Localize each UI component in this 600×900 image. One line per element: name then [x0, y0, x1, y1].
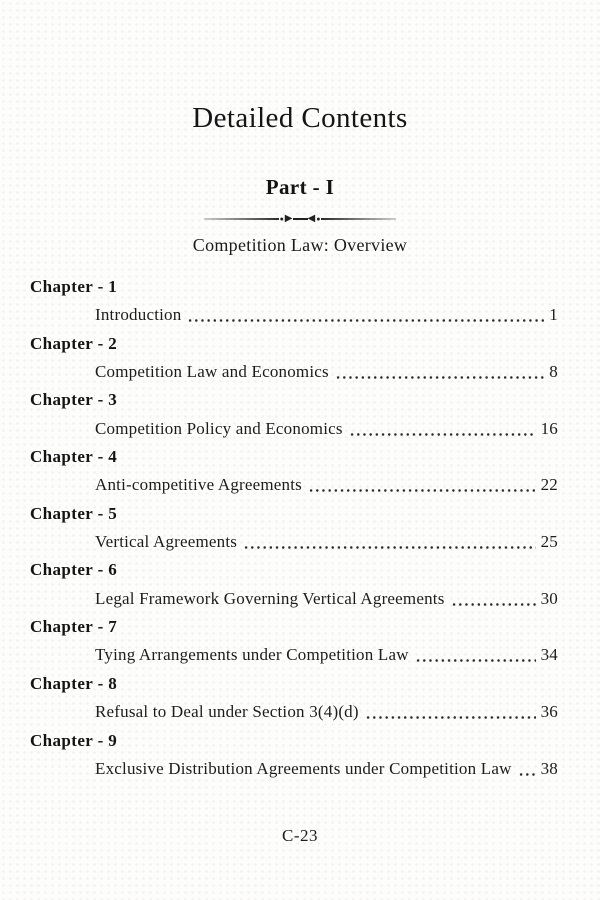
entry-title: Refusal to Deal under Section 3(4)(d) — [95, 702, 359, 722]
entry-page-number: 1 — [549, 305, 558, 325]
dot-leader — [365, 698, 536, 726]
toc-entry — [0, 301, 600, 329]
entry-page-number: 30 — [540, 588, 558, 608]
toc-entry — [0, 415, 600, 443]
entry-title: Legal Framework Governing Vertical Agreements — [95, 588, 445, 608]
page-title: Detailed Contents — [192, 102, 408, 134]
dot-leader — [335, 358, 544, 386]
entry-title: Exclusive Distribution Agreements under Competition Law — [95, 758, 512, 778]
chapter-heading-label: Chapter - 8 — [30, 673, 118, 693]
chapter-heading-label: Chapter - 4 — [30, 447, 118, 467]
toc-entry — [0, 471, 600, 499]
entry-title: Tying Arrangements under Competition Law — [95, 645, 409, 665]
chapter-heading — [0, 556, 600, 584]
arrow-right-icon: ▶ — [284, 213, 293, 224]
toc-entry — [0, 528, 600, 556]
chapter-heading — [0, 273, 600, 301]
divider-dot-icon: ● — [279, 214, 284, 223]
chapter-heading-label: Chapter - 7 — [30, 617, 118, 637]
toc-entry — [0, 585, 600, 613]
entry-title: Competition Policy and Economics — [95, 418, 343, 438]
section-title: Competition Law: Overview — [192, 235, 408, 255]
dot-leader — [349, 415, 536, 443]
dot-leader — [187, 301, 544, 329]
arrow-left-icon: ◀ — [307, 213, 316, 224]
chapter-heading — [0, 330, 600, 358]
chapter-heading — [0, 443, 600, 471]
part-label: Part - I — [265, 175, 335, 199]
entry-title: Competition Law and Economics — [95, 362, 329, 382]
dot-leader — [451, 585, 536, 613]
toc-entry — [0, 698, 600, 726]
chapter-heading — [0, 727, 600, 755]
entry-page-number: 38 — [540, 758, 558, 778]
entry-title: Introduction — [95, 305, 182, 325]
chapter-heading — [0, 613, 600, 641]
entry-title: Anti-competitive Agreements — [95, 475, 302, 495]
chapter-heading-label: Chapter - 2 — [30, 333, 118, 353]
toc-entry — [0, 755, 600, 783]
divider-line-right — [321, 218, 396, 219]
chapter-heading-label: Chapter - 1 — [30, 277, 118, 296]
ornamental-divider — [204, 212, 396, 226]
entry-page-number: 25 — [540, 532, 558, 552]
chapter-heading-label: Chapter - 9 — [30, 730, 118, 750]
chapter-heading-label: Chapter - 5 — [30, 503, 118, 523]
entry-page-number: 36 — [540, 702, 558, 722]
chapter-heading-label: Chapter - 6 — [30, 560, 118, 580]
toc-entry — [0, 641, 600, 669]
dot-leader — [415, 641, 536, 669]
divider-dot-icon: ● — [316, 214, 321, 223]
dot-leader — [518, 755, 536, 783]
toc-entry — [0, 358, 600, 386]
divider-line-left — [204, 218, 279, 219]
chapter-heading — [0, 386, 600, 414]
page-number-footer: C-23 — [282, 826, 318, 845]
entry-page-number: 34 — [540, 645, 558, 665]
chapter-heading-label: Chapter - 3 — [30, 390, 118, 410]
entry-title: Vertical Agreements — [95, 532, 238, 552]
dot-leader — [243, 528, 535, 556]
entry-page-number: 16 — [540, 418, 558, 438]
table-of-contents — [0, 273, 600, 783]
entry-page-number: 22 — [540, 475, 558, 495]
dot-leader — [308, 471, 536, 499]
divider-line-middle — [293, 218, 308, 219]
chapter-heading — [0, 500, 600, 528]
chapter-heading — [0, 670, 600, 698]
entry-page-number: 8 — [549, 362, 558, 382]
